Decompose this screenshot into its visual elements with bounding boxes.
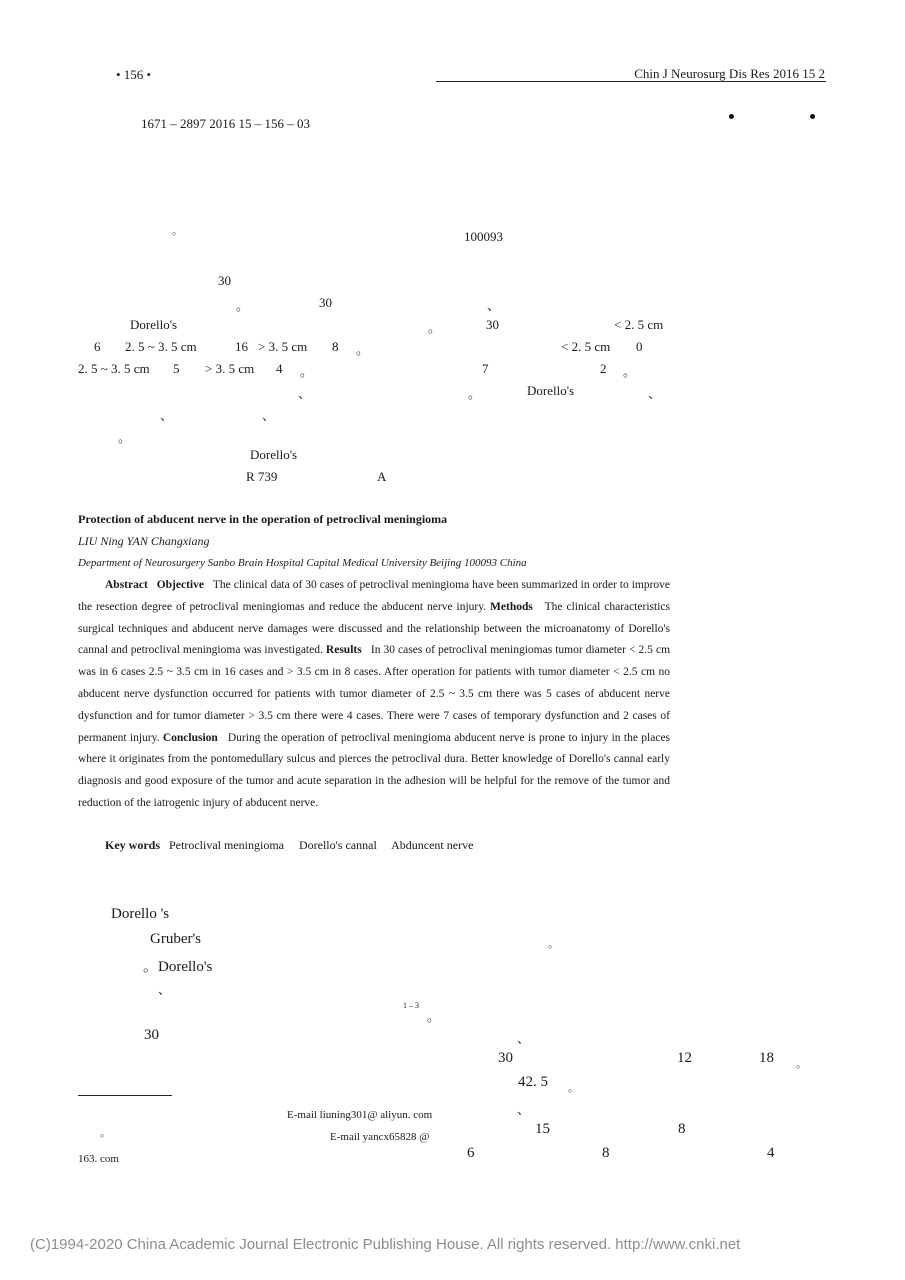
cn-abstract-text: 6 <box>94 339 101 354</box>
body-text: 12 <box>677 1050 692 1066</box>
english-title: Protection of abducent nerve in the operation of petroclival meningioma <box>78 512 448 526</box>
body-text: 8 <box>602 1145 610 1161</box>
body-text: 。 <box>568 1082 579 1094</box>
body-text: 30 <box>498 1050 513 1066</box>
conclusion-text: During the operation of petroclival meningioma abducent nerve is prone to injury in the places where it originates from the pontomedullary sulcus and pierces the petroclival dura. Better knowledge of Dorello's cannal early diagnosis and good exposure of the tumor and acute separation in the adhesion will be helpful for the remove of the tumor and reduction of the iatrogenic injury of abducent nerve. <box>78 731 671 809</box>
body-text: 。 <box>427 1009 441 1024</box>
footnote-rule <box>78 1095 172 1096</box>
journal-header: Chin J Neurosurg Dis Res 2016 15 2 <box>634 66 825 81</box>
body-text: 18 <box>759 1050 774 1066</box>
cn-abstract-text: 16 <box>235 339 248 354</box>
body-text: 。Dorello's <box>143 959 213 975</box>
copyright-footer: (C)1994-2020 China Academic Journal Electronic Publishing House. All rights reserved. http://www.cnki.net <box>30 1236 741 1253</box>
cn-abstract-text: 2. 5 ~ 3. 5 cm <box>125 339 197 354</box>
affiliation-mark: 。 <box>172 225 183 237</box>
page-number: • 156 • <box>116 67 152 82</box>
cn-abstract-text: 0 <box>636 339 643 354</box>
cn-abstract-text: 。 <box>118 430 132 445</box>
objective-text: The clinical data of 30 cases of petroclival meningioma have been summarized in order to improve the resection degree of petroclival meningiomas and reduce the abducent nerve injury. <box>78 579 671 613</box>
cn-abstract-text: 。 <box>623 364 637 379</box>
keywords-text: Petroclival meningioma Dorello's cannal Abduncent nerve <box>169 838 474 852</box>
objective-label: Objective <box>156 579 204 591</box>
cn-abstract-text: < 2. 5 cm <box>561 339 611 354</box>
cn-abstract-text: 8 <box>332 339 339 354</box>
methods-text: The clinical characteristics surgical techniques and abducent nerve damages were discussed and the relationship between the microanatomy of Dorello's cannal and petroclival meningioma was investigated. <box>78 600 671 657</box>
reference-superscript: 1 – 3 <box>403 1001 419 1010</box>
bullet-dot <box>810 114 815 119</box>
clc-number: R 739 <box>246 469 278 484</box>
body-text: 30 <box>144 1027 159 1043</box>
body-text: 、 <box>517 1031 531 1046</box>
cn-abstract-text: 、 <box>262 408 276 423</box>
document-code: A <box>377 469 387 484</box>
body-text: 、 <box>517 1102 531 1117</box>
body-text: 8 <box>678 1121 686 1137</box>
corresponding-email-cont: 163. com <box>78 1153 119 1165</box>
methods-label: Methods <box>490 600 533 613</box>
body-text: 。 <box>796 1058 807 1070</box>
cn-keywords: Dorello's <box>250 447 298 462</box>
cn-abstract-text: 。 <box>468 386 482 401</box>
results-label: Results <box>325 644 362 657</box>
body-text: Gruber's <box>150 931 202 947</box>
cn-abstract-text: 、 <box>487 298 501 313</box>
cn-abstract-text: 4 <box>276 361 283 376</box>
cn-abstract-text: 、 <box>298 386 312 401</box>
abstract-label: Abstract <box>105 579 148 591</box>
author-email: E-mail liuning301@ aliyun. com <box>287 1109 433 1121</box>
cn-abstract-text: 。 <box>236 298 250 313</box>
cn-abstract-text: 2. 5 ~ 3. 5 cm <box>78 361 150 376</box>
english-keywords <box>105 838 473 853</box>
cn-abstract-text: 。 <box>300 364 314 379</box>
body-text: 。 <box>548 938 559 950</box>
cn-abstract-text: 30 <box>319 295 332 310</box>
results-text: In 30 cases of petroclival meningiomas tumor diameter < 2.5 cm was in 6 cases 2.5 ~ 3.5 cm in 16 cases and > 3.5 cm in 8 cases. After operation for patients with tumor diameter < 2.5 cm no abducent nerve dysfunction occurred for patients with tumor diameter of 2.5 ~ 3.5 cm there was 5 cases of abducent nerve dysfunction and for tumor diameter > 3.5 cm there were 4 cases. There were 7 cases of temporary dysfunction and 2 cases of permanent injury. <box>78 644 671 744</box>
cn-abstract-text: 30 <box>486 317 499 332</box>
cn-abstract-text: 、 <box>160 408 174 423</box>
cn-abstract-text: 5 <box>173 361 180 376</box>
body-text: 6 <box>467 1145 475 1161</box>
body-text: 42. 5 <box>518 1074 548 1090</box>
body-text: 4 <box>767 1145 775 1161</box>
cn-abstract-text: 7 <box>482 361 489 376</box>
keywords-label: Key words <box>105 838 160 852</box>
cn-abstract-text: Dorello's <box>527 383 575 398</box>
cn-abstract-text: < 2. 5 cm <box>614 317 664 332</box>
footnote-mark: 。 <box>100 1127 111 1139</box>
english-authors: LIU Ning YAN Changxiang <box>78 534 210 548</box>
body-text: 15 <box>535 1121 550 1137</box>
cn-abstract-text: 30 <box>218 273 231 288</box>
cn-abstract-text: 。 <box>356 342 370 357</box>
body-text: 、 <box>158 982 172 997</box>
cn-abstract-text: > 3. 5 cm <box>258 339 308 354</box>
cn-abstract-text: > 3. 5 cm <box>205 361 255 376</box>
cn-abstract-text: 。 <box>428 320 442 335</box>
body-text: Dorello 's <box>111 906 170 922</box>
english-affiliation: Department of Neurosurgery Sanbo Brain Hospital Capital Medical University Beijing 100093 China <box>78 557 527 569</box>
conclusion-label: Conclusion <box>162 731 218 744</box>
cn-abstract-text: 2 <box>600 361 607 376</box>
postcode: 100093 <box>464 229 503 244</box>
bullet-dot <box>729 114 734 119</box>
cn-abstract-text: Dorello's <box>130 317 178 332</box>
english-abstract <box>78 575 670 815</box>
article-code: 1671 – 2897 2016 15 – 156 – 03 <box>141 116 310 131</box>
corresponding-email: E-mail yancx65828 @ <box>330 1131 430 1143</box>
cn-abstract-text: 、 <box>648 386 662 401</box>
